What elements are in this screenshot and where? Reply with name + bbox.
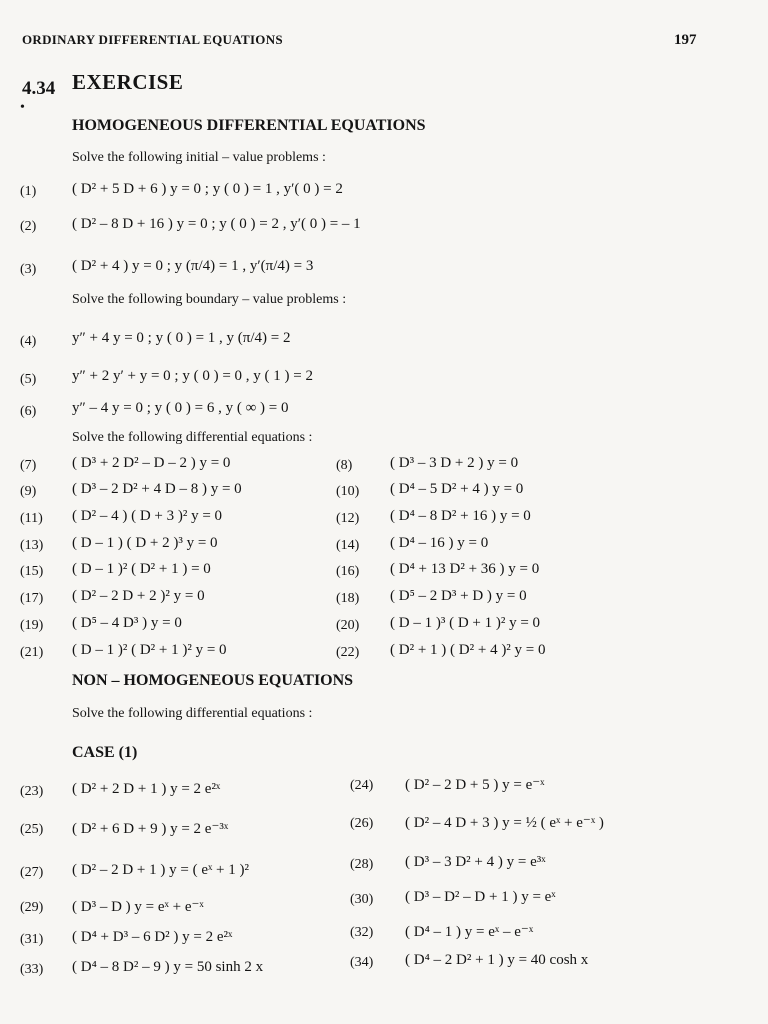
problem-number: (13) [20, 538, 44, 553]
problem-number: (5) [20, 372, 37, 387]
problem-number: (16) [336, 564, 360, 579]
problem-equation: y″ + 4 y = 0 ; y ( 0 ) = 1 , y (π/4) = 2 [72, 330, 291, 346]
problem-equation: ( D⁴ + D³ – 6 D² ) y = 2 e²ˣ [72, 929, 233, 945]
section-number: 4.34 [22, 78, 56, 99]
problem-number: (3) [20, 262, 37, 277]
problem-equation: ( D³ + 2 D² – D – 2 ) y = 0 [72, 455, 231, 471]
problem-number: (29) [20, 900, 44, 915]
problem-equation: ( D³ – D² – D + 1 ) y = eˣ [405, 889, 556, 905]
problem-equation: ( D⁴ – 2 D² + 1 ) y = 40 cosh x [405, 952, 589, 968]
running-header: ORDINARY DIFFERENTIAL EQUATIONS [22, 32, 283, 47]
problem-equation: ( D² – 2 D + 2 )² y = 0 [72, 588, 205, 604]
problem-number: (26) [350, 816, 374, 831]
problem-equation: ( D³ – 3 D + 2 ) y = 0 [390, 455, 519, 471]
ivp-instruction: Solve the following initial – value problems : [72, 150, 326, 165]
problem-equation: ( D² – 4 D + 3 ) y = ½ ( eˣ + e⁻ˣ ) [405, 815, 604, 831]
problem-equation: ( D⁵ – 2 D³ + D ) y = 0 [390, 588, 527, 604]
problem-number: (17) [20, 591, 44, 606]
page-number: 197 [674, 32, 697, 48]
problem-number: (28) [350, 857, 374, 872]
problem-equation: y″ – 4 y = 0 ; y ( 0 ) = 6 , y ( ∞ ) = 0 [72, 400, 289, 416]
bvp-instruction: Solve the following boundary – value problems : [72, 292, 347, 307]
problem-equation: ( D⁴ – 8 D² + 16 ) y = 0 [390, 508, 531, 524]
problem-equation: ( D⁵ – 4 D³ ) y = 0 [72, 615, 182, 631]
problem-equation: ( D³ – 3 D² + 4 ) y = e³ˣ [405, 854, 546, 870]
problem-number: (9) [20, 484, 37, 499]
de-instruction: Solve the following differential equations : [72, 430, 313, 445]
problem-equation: ( D² – 2 D + 5 ) y = e⁻ˣ [405, 777, 545, 793]
problem-equation: y″ + 2 y′ + y = 0 ; y ( 0 ) = 0 , y ( 1 ) = 2 [72, 368, 313, 384]
problem-number: (33) [20, 962, 44, 977]
problem-number: (7) [20, 458, 37, 473]
problem-equation: ( D⁴ – 8 D² – 9 ) y = 50 sinh 2 x [72, 959, 264, 975]
problem-number: (4) [20, 334, 37, 349]
nh-instruction: Solve the following differential equations : [72, 706, 313, 721]
problem-number: (18) [336, 591, 360, 606]
problem-number: (6) [20, 404, 37, 419]
problem-number: (24) [350, 778, 374, 793]
problem-equation: ( D – 1 )³ ( D + 1 )² y = 0 [390, 615, 541, 631]
problem-equation: ( D² + 1 ) ( D² + 4 )² y = 0 [390, 642, 546, 658]
problem-number: (19) [20, 618, 44, 633]
problem-equation: ( D² + 6 D + 9 ) y = 2 e⁻³ˣ [72, 821, 229, 837]
problem-equation: ( D – 1 )² ( D² + 1 )² y = 0 [72, 642, 227, 658]
problem-equation: ( D² + 2 D + 1 ) y = 2 e²ˣ [72, 781, 221, 797]
problem-equation: ( D⁴ – 5 D² + 4 ) y = 0 [390, 481, 524, 497]
problem-equation: ( D² + 5 D + 6 ) y = 0 ; y ( 0 ) = 1 , y′( 0 ) = 2 [72, 181, 343, 197]
problem-equation: ( D⁴ – 16 ) y = 0 [390, 535, 489, 551]
problem-number: (8) [336, 458, 353, 473]
problem-number: (32) [350, 925, 374, 940]
problem-number: (30) [350, 892, 374, 907]
problem-equation: ( D – 1 ) ( D + 2 )³ y = 0 [72, 535, 218, 551]
problem-number: (15) [20, 564, 44, 579]
problem-equation: ( D² – 4 ) ( D + 3 )² y = 0 [72, 508, 223, 524]
problem-equation: ( D² – 8 D + 16 ) y = 0 ; y ( 0 ) = 2 , y′( 0 ) = – 1 [72, 216, 361, 232]
problem-number: (23) [20, 784, 44, 799]
problem-number: (2) [20, 219, 37, 234]
problem-equation: ( D⁴ – 1 ) y = eˣ – e⁻ˣ [405, 924, 534, 940]
problem-number: (10) [336, 484, 360, 499]
problem-equation: ( D³ – D ) y = eˣ + e⁻ˣ [72, 899, 204, 915]
problem-equation: ( D – 1 )² ( D² + 1 ) = 0 [72, 561, 211, 577]
problem-number: (21) [20, 645, 44, 660]
problem-equation: ( D² + 4 ) y = 0 ; y (π/4) = 1 , y′(π/4) = 3 [72, 258, 314, 274]
problem-equation: ( D² – 2 D + 1 ) y = ( eˣ + 1 )² [72, 862, 250, 878]
problem-equation: ( D³ – 2 D² + 4 D – 8 ) y = 0 [72, 481, 242, 497]
problem-number: (20) [336, 618, 360, 633]
problem-number: (27) [20, 865, 44, 880]
non-homogeneous-heading: NON – HOMOGENEOUS EQUATIONS [72, 672, 354, 689]
bullet-mark: • [20, 100, 25, 115]
problem-equation: ( D⁴ + 13 D² + 36 ) y = 0 [390, 561, 540, 577]
problem-number: (14) [336, 538, 360, 553]
problem-number: (25) [20, 822, 44, 837]
homogeneous-heading: HOMOGENEOUS DIFFERENTIAL EQUATIONS [72, 117, 426, 134]
case-label: CASE (1) [72, 744, 138, 761]
problem-number: (22) [336, 645, 360, 660]
problem-number: (12) [336, 511, 360, 526]
problem-number: (34) [350, 955, 374, 970]
problem-number: (11) [20, 511, 43, 526]
section-title: EXERCISE [72, 70, 184, 94]
problem-number: (1) [20, 184, 37, 199]
problem-number: (31) [20, 932, 44, 947]
